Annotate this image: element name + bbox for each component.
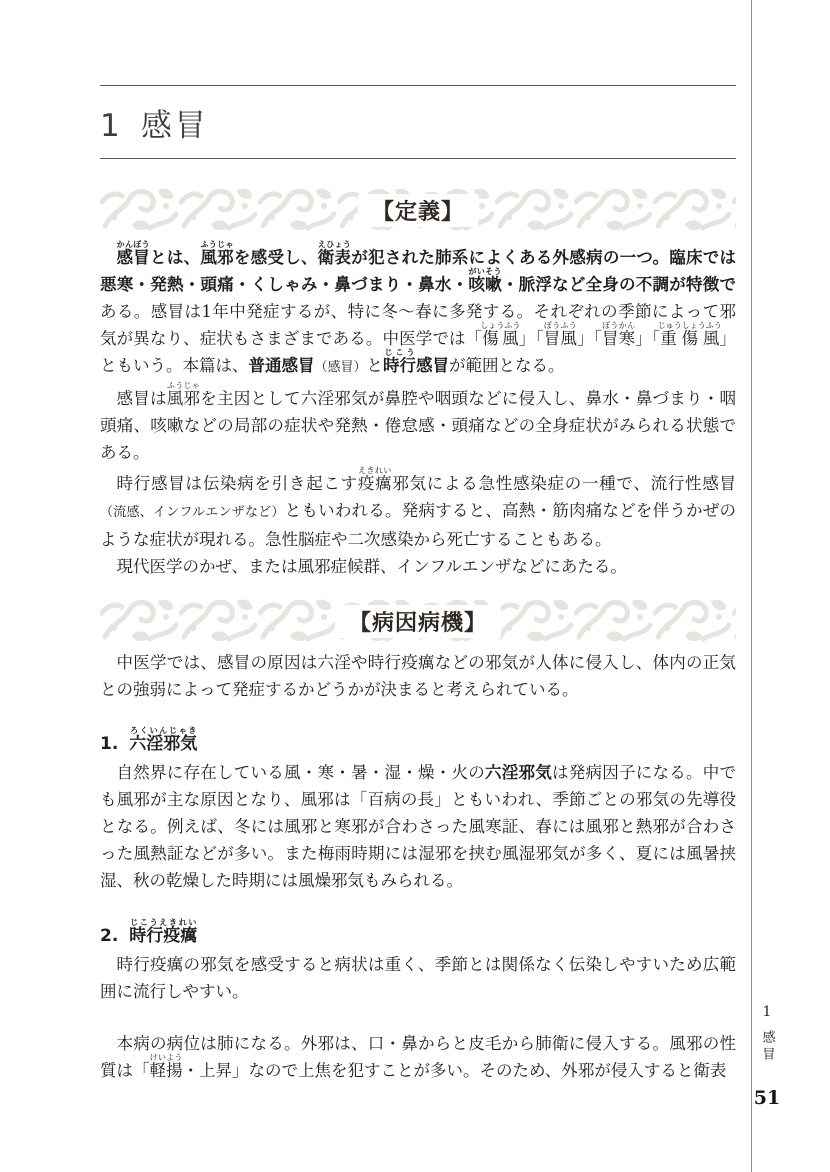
text-run: 傷風しょうふう bbox=[480, 321, 521, 348]
text-run: ある。感冒は1年中発症するが、特に冬〜春に多発する。それぞれの季節によって邪気が異なり、症状もさまざまである。中医学では「 bbox=[100, 302, 736, 348]
text-run: 冒風ぼうふう bbox=[543, 321, 578, 348]
margin-chapter-title: 感冒 bbox=[759, 1030, 775, 1064]
subsection-2-heading bbox=[100, 918, 736, 946]
text-run: 現代医学のかぜ、または風邪症候群、インフルエンザなどにあたる。 bbox=[116, 557, 627, 576]
text-run: とは、 bbox=[150, 248, 201, 267]
subsection-1-heading bbox=[100, 726, 736, 754]
text-run: 」ともいう。本篇は、 bbox=[100, 329, 737, 375]
text-run: 」「 bbox=[635, 329, 661, 348]
text-run: が範囲となる。 bbox=[449, 356, 565, 375]
subsection-2-text bbox=[100, 951, 736, 1005]
subsection-2-title bbox=[129, 918, 197, 946]
text-run: ともいわれる。発病すると、高熱・筋肉痛などを伴うかぜのような症状が現れる。急性脳症や二次感染から死亡することもある。 bbox=[100, 501, 737, 549]
text-run: を感受し、 bbox=[233, 248, 318, 267]
text-run: 中医学では、感冒の原因は六淫や時行疫癘などの邪気が人体に侵入し、体内の正気との強弱によって発症するかどうかが決まると考えられている。 bbox=[100, 653, 736, 699]
pathogenesis-banner-label: 【病因病機】 bbox=[335, 605, 501, 638]
subsection-2-number: 2. bbox=[100, 926, 119, 946]
text-run: は発病因子になる。中でも風邪が主な原因となり、風邪は「百病の長」ともいわれ、季節ごとの邪気の先導役となる。例えば、冬には風邪と寒邪が合わさった風寒証、春には風邪と熱邪が合わさった風熱証などが多い。また梅雨時期には湿邪を挟む風湿邪気が多く、夏には風暑挟湿、秋の乾燥した時期には風燥邪気もみられる。 bbox=[100, 763, 736, 890]
text-run: （流感、インフルエンザなど） bbox=[100, 505, 285, 520]
paragraph bbox=[100, 951, 736, 1005]
paragraph bbox=[100, 240, 736, 381]
text-run: 衛表えひょう bbox=[317, 240, 352, 267]
text-run: 六淫邪気 bbox=[485, 763, 552, 782]
subsection-1-title bbox=[129, 726, 197, 754]
text-run: 重傷風じゅうしょうふう bbox=[657, 321, 722, 348]
page-number: 51 bbox=[753, 1087, 781, 1109]
chapter-heading bbox=[100, 100, 209, 145]
text-run: 普通感冒 bbox=[248, 356, 315, 375]
paragraph bbox=[100, 553, 736, 580]
text-run: 本病の病位は肺になる。外邪は、口・鼻からと皮毛から肺衛に侵入する。風邪の性質は「 bbox=[100, 1034, 736, 1080]
text-run: ・上昇」なので上焦を犯すことが多い。そのため、外邪が侵入すると衛表 bbox=[182, 1061, 727, 1080]
subsection-1-text bbox=[100, 759, 736, 894]
paragraph bbox=[100, 1030, 736, 1084]
text-run: 風邪ふうじゃ bbox=[200, 240, 234, 267]
text-run: を主因として六淫邪気が鼻腔や咽頭などに侵入し、鼻水・鼻づまり・咽頭痛、咳嗽などの局部の症状や発熱・倦怠感・頭痛などの全身症状がみられる状態である。 bbox=[100, 389, 736, 462]
chapter-rule-bottom bbox=[100, 158, 736, 159]
text-run: 咳嗽がいそう bbox=[468, 267, 502, 294]
text-run: 感冒 bbox=[416, 356, 450, 375]
definition-banner-label-wrap bbox=[100, 186, 736, 234]
closing-text bbox=[100, 1030, 736, 1084]
pathogenesis-banner bbox=[100, 597, 736, 645]
text-run: （感冒） bbox=[314, 360, 367, 375]
paragraph bbox=[100, 649, 736, 703]
text-run: と bbox=[366, 356, 384, 375]
definition-section-text bbox=[100, 240, 736, 580]
chapter-number: 1 bbox=[100, 108, 120, 144]
paragraph bbox=[100, 759, 736, 894]
definition-banner-label: 【定義】 bbox=[358, 194, 478, 227]
margin-chapter-tab bbox=[752, 1004, 782, 1064]
pathogenesis-banner-label-wrap bbox=[100, 597, 736, 645]
text-run: 六淫邪気ろくいんじゃき bbox=[129, 726, 198, 754]
margin-rule bbox=[751, 0, 752, 1172]
text-run: 風邪ふうじゃ bbox=[166, 381, 201, 408]
text-run: 自然界に存在している風・寒・暑・湿・燥・火の bbox=[116, 763, 485, 782]
text-run: 疫癘えきれい bbox=[357, 466, 393, 493]
text-run: ・脈浮など全身の不調が特徴で bbox=[501, 275, 737, 294]
subsection-1-number: 1. bbox=[100, 734, 119, 754]
text-run: 臨床では悪寒・発熱・頭痛・くしゃみ・鼻づまり・鼻水・ bbox=[100, 248, 737, 294]
paragraph bbox=[100, 381, 736, 466]
text-run: 」「 bbox=[518, 329, 544, 348]
text-run: 時行感冒は伝染病を引き起こす bbox=[116, 474, 358, 493]
text-run: 時行疫癘の邪気を感受すると病状は重く、季節とは関係なく伝染しやすいため広範囲に流行しやすい。 bbox=[100, 955, 736, 1001]
text-run: 軽揚けいよう bbox=[149, 1053, 183, 1080]
text-run: 時行疫癘じこうえきれい bbox=[129, 918, 198, 946]
text-run: 」「 bbox=[577, 329, 602, 348]
text-run: が犯された肺系によくある外感病の一つ。 bbox=[351, 248, 670, 267]
chapter-rule-top bbox=[100, 85, 736, 86]
text-run: 感冒は bbox=[116, 389, 167, 408]
definition-banner bbox=[100, 186, 736, 234]
text-run: 邪気による急性感染症の一種で、流行性感冒 bbox=[392, 474, 737, 493]
text-run: 冒寒ぼうかん bbox=[602, 321, 636, 348]
text-run: 感冒かんぼう bbox=[116, 240, 151, 267]
margin-chapter-number: 1 bbox=[762, 1004, 772, 1020]
text-run: 時行じこう bbox=[383, 348, 417, 375]
chapter-title: 感冒 bbox=[140, 108, 209, 144]
pathogenesis-intro-text bbox=[100, 649, 736, 703]
paragraph bbox=[100, 466, 736, 553]
